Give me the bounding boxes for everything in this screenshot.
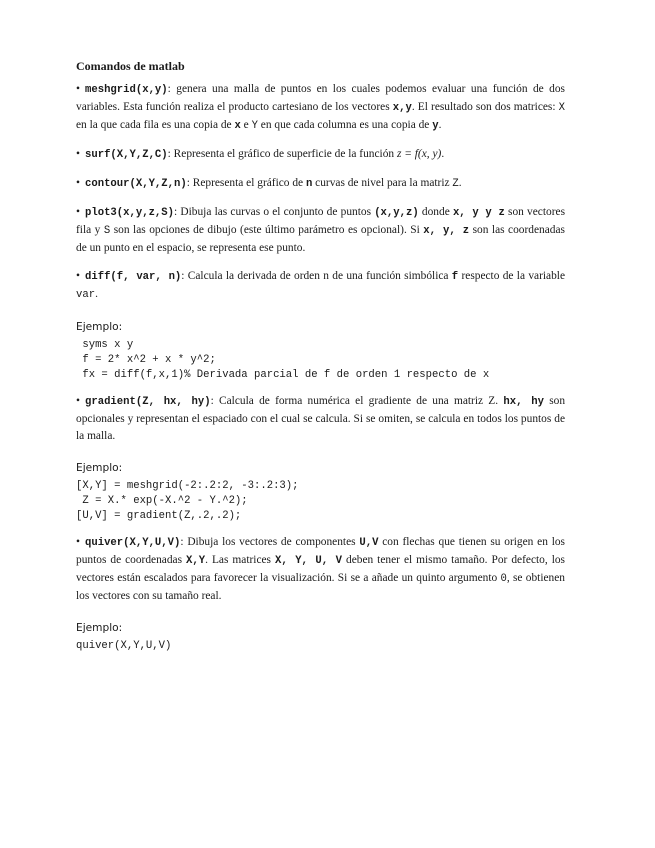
code: X, Y, U, V [274, 555, 342, 567]
text: : Dibuja las curvas o el conjunto de puntos [174, 206, 375, 218]
item-quiver [76, 534, 565, 605]
text: : Dibuja los vectores de componentes [180, 536, 360, 548]
code-line: [U,V] = gradient(Z,.2,.2); [76, 510, 242, 522]
code: x [234, 120, 241, 132]
code-line: Z = X.* exp(-X.^2 - Y.^2); [76, 495, 248, 507]
text: son las opciones de dibujo (este último parámetro es opcional). Si [110, 224, 424, 236]
code: x, y, z [423, 225, 470, 237]
text: e [240, 119, 252, 131]
text: . Las matrices [205, 554, 275, 566]
example-label: Ejemplo: [76, 321, 123, 333]
code: f [451, 271, 459, 283]
item-plot3 [76, 204, 565, 257]
text: en la que cada fila es una copia de [76, 119, 235, 131]
item-diff [76, 268, 565, 304]
text: . [458, 177, 462, 189]
item-gradient [76, 393, 565, 445]
text: respecto de la variable [458, 270, 566, 282]
text: curvas de nivel para la matriz [312, 177, 453, 189]
bullet-icon: • [76, 148, 80, 160]
text: . El resultado son dos matrices: [411, 101, 559, 113]
text: son vectores fila y [76, 206, 565, 236]
command-name: surf(X,Y,Z,C) [85, 149, 168, 161]
text: . [441, 148, 445, 160]
text: : Representa el gráfico de superficie de la función [167, 148, 397, 160]
command-name: meshgrid(x,y) [85, 84, 168, 96]
code-line: f = 2* x^2 + x * y^2; [76, 354, 216, 366]
item-surf [76, 146, 565, 164]
bullet-icon: • [76, 270, 80, 282]
code: X,Y [186, 555, 206, 567]
command-name: quiver(X,Y,U,V) [85, 537, 181, 549]
text: en que cada columna es una copia de [257, 119, 433, 131]
text: donde [418, 206, 453, 218]
code-line: quiver(X,Y,U,V) [76, 640, 172, 652]
text: deben tener el mismo tamaño. Por defecto, los vectores están escalados para favorecer la visualización. Si se a añade un quinto argumento [76, 554, 565, 584]
code: n [305, 178, 313, 190]
item-meshgrid [76, 81, 565, 135]
code: y [432, 120, 439, 132]
bullet-icon: • [76, 536, 80, 548]
text: . [95, 288, 98, 300]
text: : Calcula de forma numérica el gradiente de una matriz Z. [210, 395, 504, 407]
text: : Calcula la derivada de orden n de una función simbólica [181, 270, 452, 282]
code-line: syms x y [76, 339, 134, 351]
bullet-icon: • [76, 206, 80, 218]
code: x, y y z [452, 207, 505, 219]
code: var [76, 289, 96, 301]
text: son las coordenadas de un punto en el espacio, se representa ese punto. [76, 224, 565, 254]
item-contour [76, 175, 565, 193]
text: son opcionales y representan el espaciado con el cual se calcula. Si se omiten, se calcula en todos los puntos de la malla. [76, 395, 566, 442]
example-label: Ejemplo: [76, 462, 123, 474]
bullet-icon: • [76, 177, 80, 189]
code: x,y [392, 102, 412, 114]
code-line: fx = diff(f,x,1)% Derivada parcial de f de orden 1 respecto de x [76, 369, 490, 381]
command-name: plot3(x,y,z,S) [85, 207, 175, 219]
command-name: diff(f, var, n) [85, 271, 182, 283]
code: X [558, 102, 566, 114]
command-name: contour(X,Y,Z,n) [85, 178, 187, 190]
text: : genera una malla de puntos en los cuales podemos evaluar una función de dos variables. Esta función realiza el producto cartesiano de los vectores [76, 83, 565, 113]
math-expression: z = f(x, y) [396, 148, 442, 160]
text: : Representa el gráfico de [186, 177, 306, 189]
code: Y [251, 120, 258, 132]
code: Z [452, 178, 459, 190]
text: con flechas que tienen su origen en los puntos de coordenadas [76, 536, 565, 566]
code: S [103, 225, 111, 237]
text: , se obtienen los vectores con su tamaño real. [76, 572, 565, 602]
code: U,V [359, 537, 379, 549]
text: . [438, 119, 442, 131]
code: (x,y,z) [374, 207, 419, 219]
bullet-icon: • [76, 395, 80, 407]
code: 0 [500, 573, 507, 585]
command-name: gradient(Z, hx, hy) [85, 396, 211, 408]
code-line: [X,Y] = meshgrid(-2:.2:2, -3:.2:3); [76, 480, 299, 492]
page-title: Comandos de matlab [76, 59, 185, 73]
example-label: Ejemplo: [76, 622, 123, 634]
code: hx, hy [503, 396, 544, 408]
document-page [76, 58, 565, 654]
bullet-icon: • [76, 83, 80, 95]
